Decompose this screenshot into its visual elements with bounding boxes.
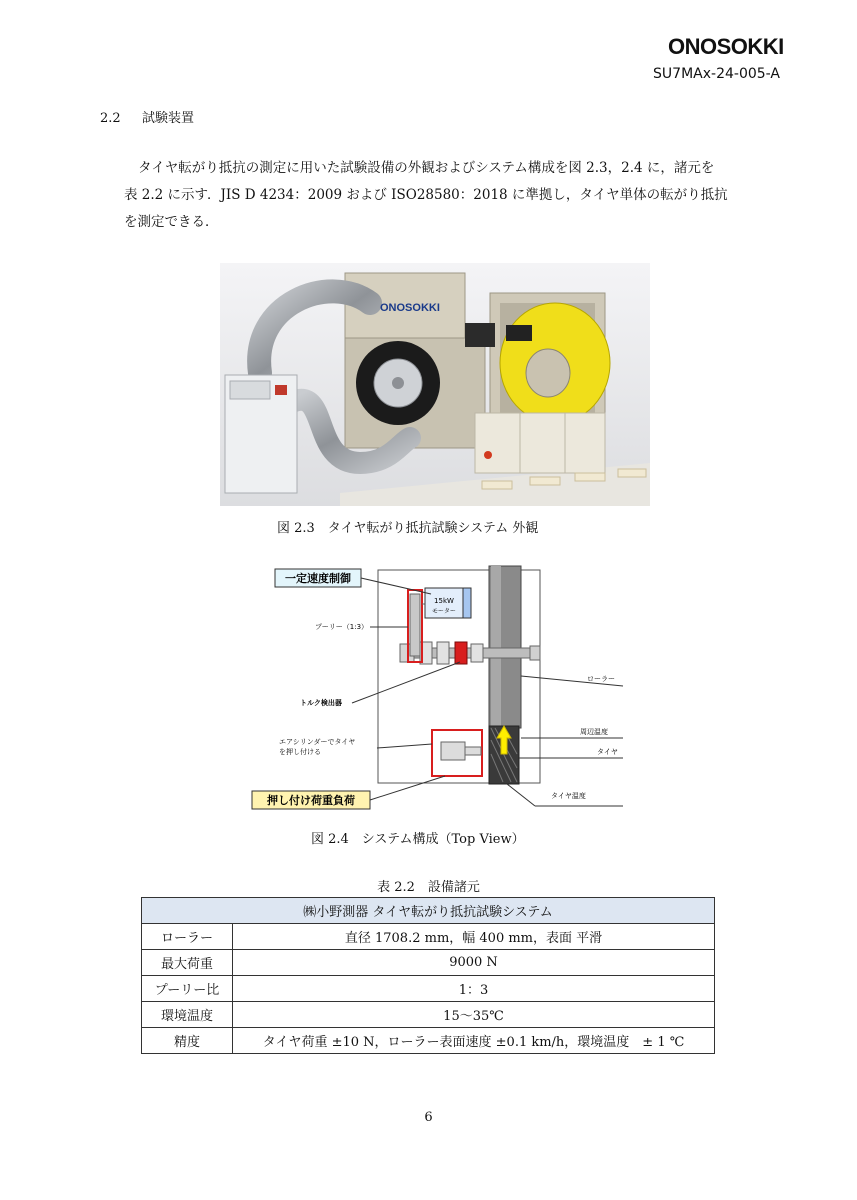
system-diagram: [245, 558, 640, 820]
figure-caption: 図 2.4 システム構成（Top View）: [311, 832, 525, 847]
row-label: 環境温度: [142, 1002, 233, 1028]
section-heading: [100, 107, 194, 126]
paragraph-line: タイヤ転がり抵抗の測定に用いた試験設備の外観およびシステム構成を図 2.3，2.4 に，諸元を: [138, 160, 715, 176]
tire-label: タイヤ: [597, 748, 618, 756]
ambient-temp-label: 周辺温度: [580, 728, 608, 736]
test-system-photo: [220, 263, 650, 506]
load-label: 押し付け荷重負荷: [267, 794, 355, 807]
document-id: SU7MAx-24-005-A: [653, 66, 780, 82]
row-label: ローラー: [142, 924, 233, 950]
table-row: [142, 950, 715, 976]
row-value: 15～35℃: [233, 1002, 715, 1028]
row-value: 9000 N: [233, 950, 715, 976]
table-row: [142, 976, 715, 1002]
section-number: 2.2: [100, 111, 121, 126]
row-value: タイヤ荷重 ±10 N，ローラー表面速度 ±0.1 km/h，環境温度 ± 1 ℃: [233, 1028, 715, 1054]
table-caption: 表 2.2 設備諸元: [377, 880, 480, 895]
motor-label: モーター: [432, 608, 456, 615]
pulley-label: プーリー（1:3）: [315, 623, 369, 631]
row-label: プーリー比: [142, 976, 233, 1002]
machine-logo: ONOSOKKI: [380, 302, 440, 314]
air-cylinder-label-1: エアシリンダーでタイヤ: [279, 738, 356, 746]
table-header: ㈱小野測器 タイヤ転がり抵抗試験システム: [142, 898, 715, 924]
motor-power-label: 15kW: [434, 597, 454, 605]
company-logo: ONOSOKKI: [668, 34, 784, 59]
air-cylinder-label-2: を押し付ける: [279, 748, 321, 756]
roller-label: ローラー: [587, 675, 615, 683]
row-value: 直径 1708.2 mm，幅 400 mm，表面 平滑: [233, 924, 715, 950]
paragraph-line: を測定できる．: [124, 214, 219, 230]
torque-label: トルク検出器: [300, 699, 342, 707]
spec-table: [141, 897, 715, 1054]
page-number: 6: [424, 1110, 433, 1125]
paragraph-line: 表 2.2 に示す．JIS D 4234：2009 および ISO28580：2018 に準拠し，タイヤ単体の転がり抵抗: [124, 187, 728, 203]
section-title: 試験装置: [142, 111, 195, 126]
tire-temp-label: タイヤ温度: [551, 792, 586, 800]
table-row: [142, 1028, 715, 1054]
table-row: [142, 924, 715, 950]
table-header-row: [142, 898, 715, 924]
row-value: 1：3: [233, 976, 715, 1002]
speed-control-label: 一定速度制御: [285, 572, 351, 585]
body-paragraph: [124, 155, 784, 236]
figure-caption: 図 2.3 タイヤ転がり抵抗試験システム 外観: [277, 521, 539, 536]
row-label: 精度: [142, 1028, 233, 1054]
table-row: [142, 1002, 715, 1028]
row-label: 最大荷重: [142, 950, 233, 976]
